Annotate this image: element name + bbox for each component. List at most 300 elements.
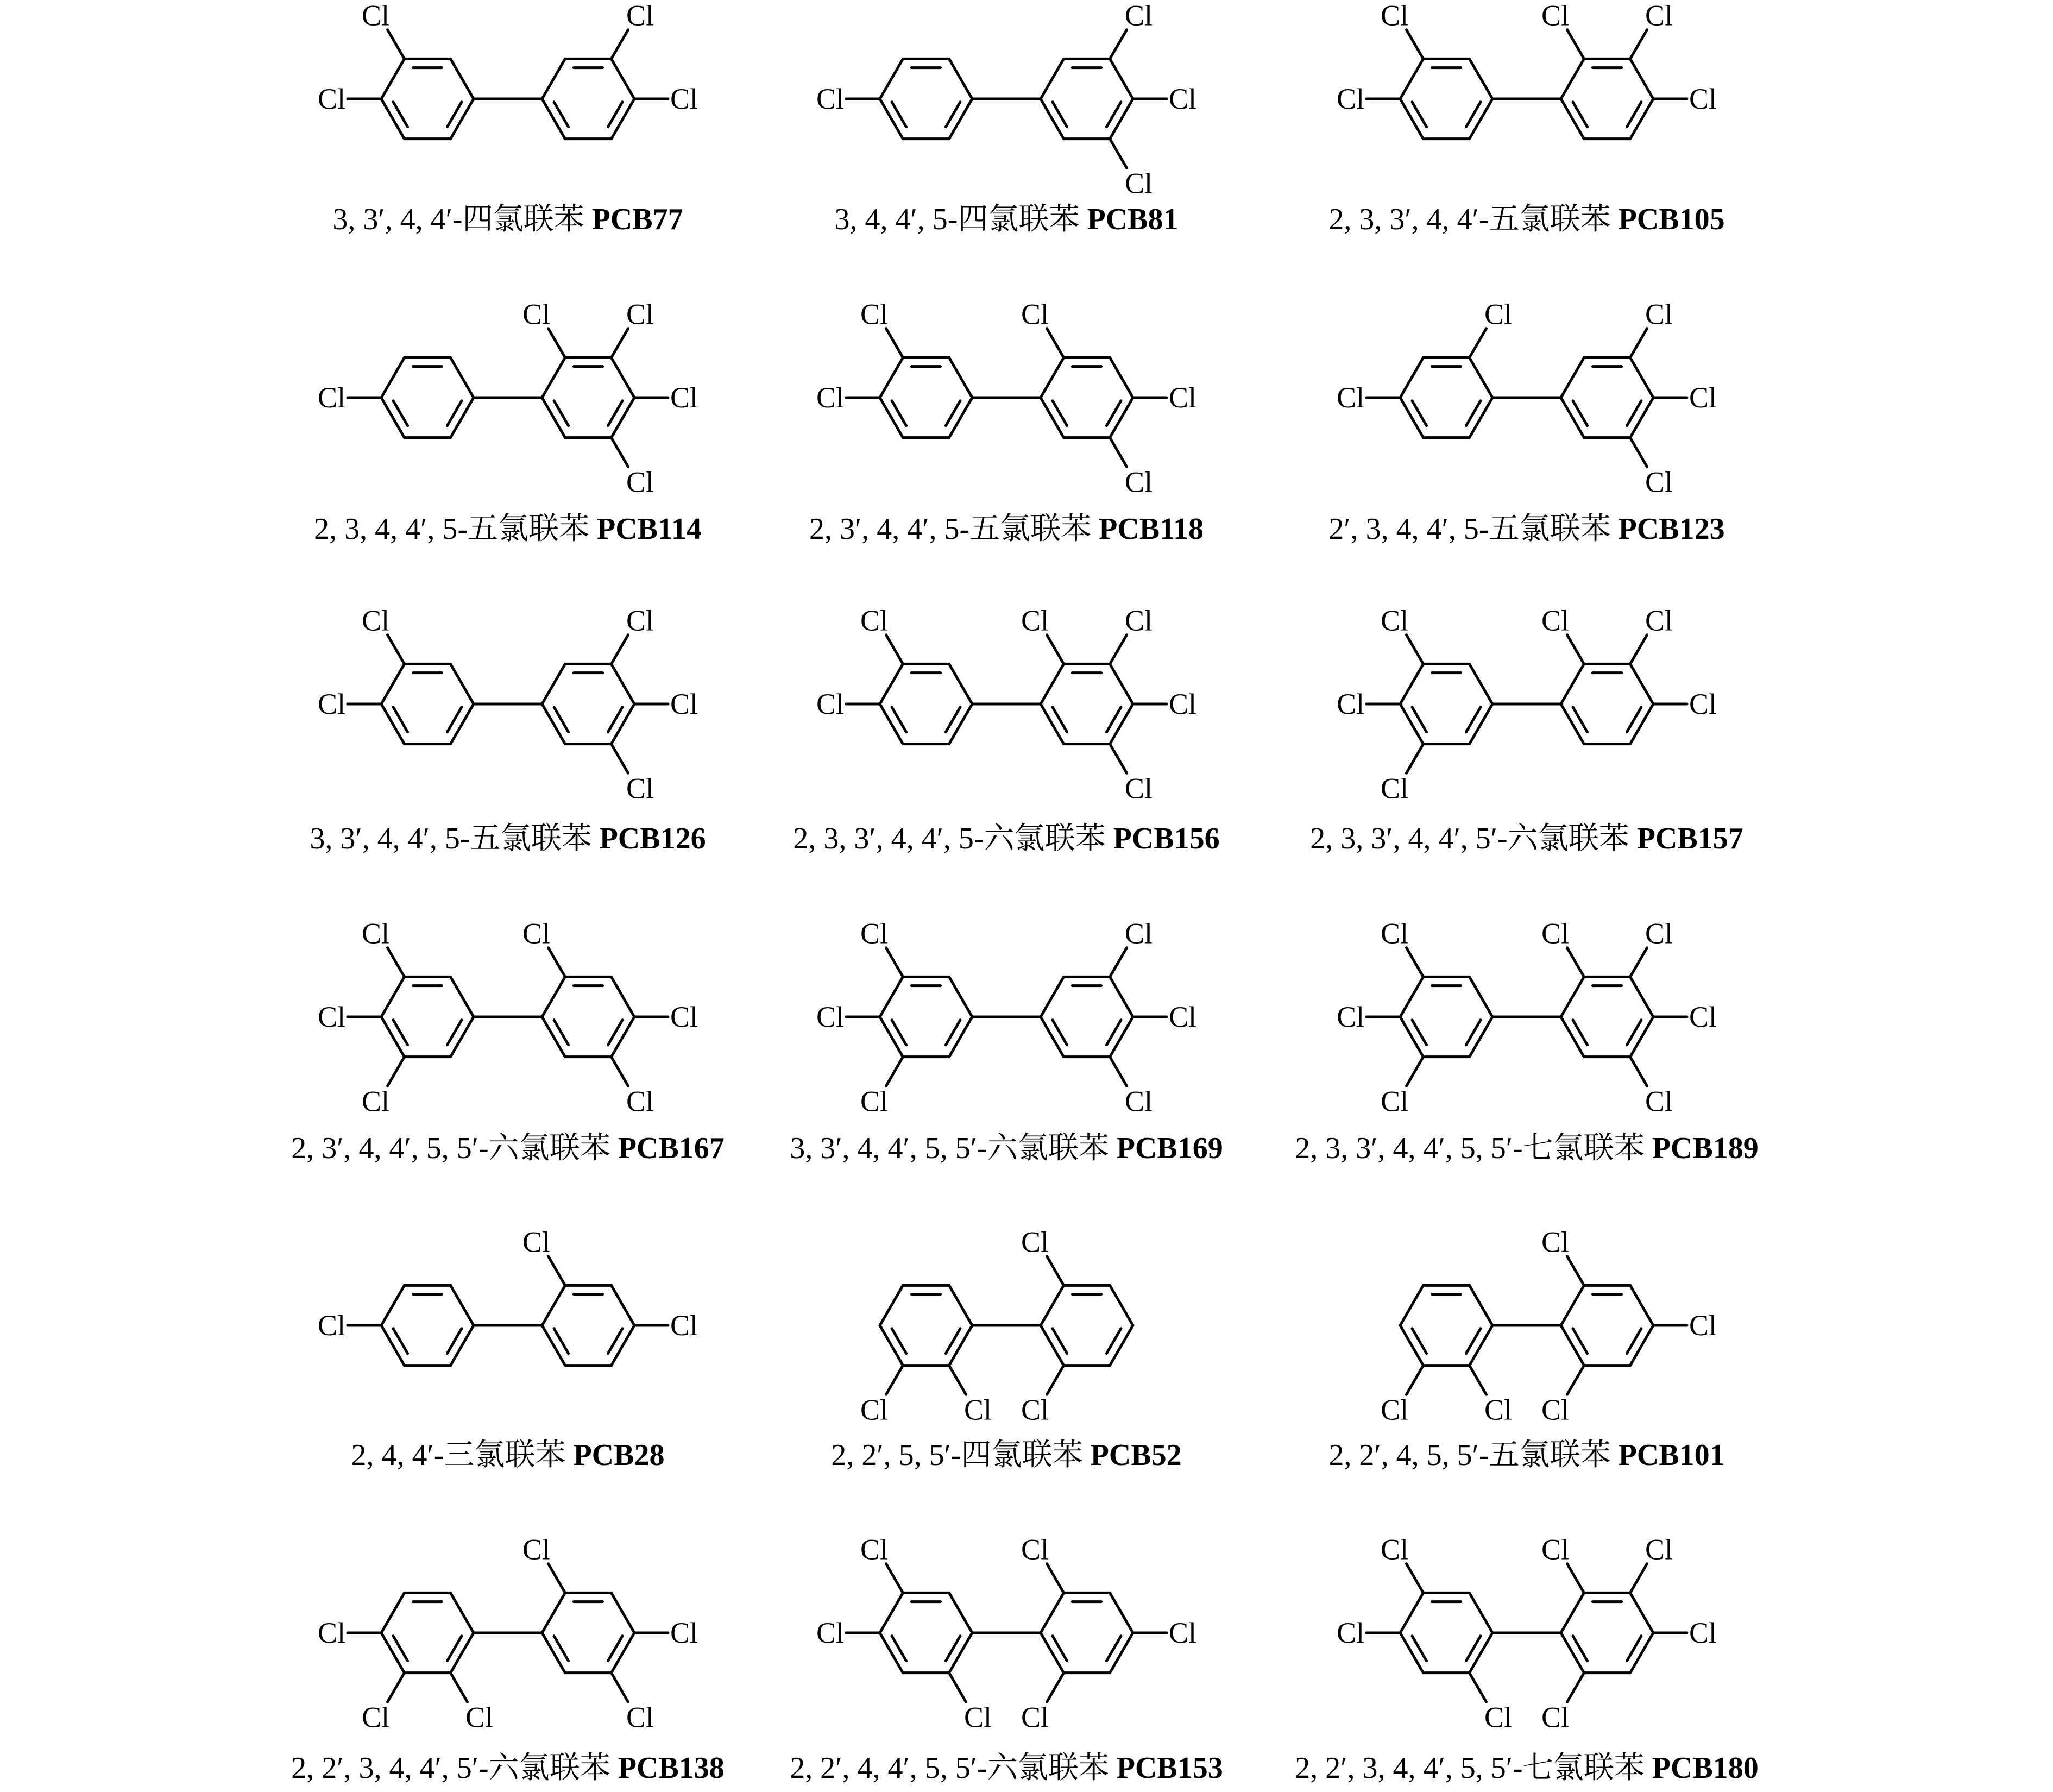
- ring-bond: [612, 977, 635, 1017]
- c-cl-bond: [949, 1673, 966, 1702]
- ring-bond: [1630, 1633, 1654, 1673]
- compound-caption: [793, 822, 1219, 856]
- compound-name: 2, 3, 3′, 4, 4′, 5, 5′-七氯联苯: [1295, 1131, 1652, 1165]
- chlorine-label: Cl: [1380, 772, 1409, 805]
- ring-bond: [1041, 357, 1064, 398]
- structure-pcb28: [318, 1226, 698, 1366]
- c-cl-bond: [1110, 438, 1127, 467]
- chlorine-label: Cl: [860, 1533, 889, 1566]
- ring-bond: [949, 59, 973, 99]
- c-cl-bond: [1470, 1673, 1487, 1702]
- ring-bond: [1041, 99, 1064, 139]
- ring-bond: [1400, 977, 1424, 1017]
- ring-bond: [880, 1017, 903, 1057]
- ring-bond: [381, 1285, 405, 1325]
- chlorine-label: Cl: [1169, 1001, 1197, 1033]
- chlorine-label: Cl: [1336, 381, 1364, 414]
- c-cl-bond: [886, 1057, 903, 1086]
- ring-bond: [1110, 1017, 1133, 1057]
- compound-caption: [831, 1438, 1181, 1472]
- ring-bond: [1630, 398, 1654, 438]
- ring-bond: [949, 398, 973, 438]
- chlorine-label: Cl: [1484, 1393, 1513, 1426]
- chlorine-label: Cl: [1484, 298, 1513, 331]
- c-cl-bond: [388, 30, 405, 59]
- ring-bond: [1470, 99, 1493, 139]
- chlorine-label: Cl: [963, 1393, 992, 1426]
- ring-bond: [1470, 59, 1493, 99]
- chlorine-label: Cl: [1689, 381, 1717, 414]
- ring-bond: [1110, 664, 1133, 704]
- c-cl-bond: [1567, 30, 1584, 59]
- ring-bond: [1470, 1633, 1493, 1673]
- ring-bond: [949, 1593, 973, 1633]
- ring-bond: [381, 1593, 405, 1633]
- chlorine-label: Cl: [317, 1001, 345, 1033]
- c-cl-bond: [886, 948, 903, 977]
- ring-bond: [612, 1285, 635, 1325]
- ring-bond: [1110, 1325, 1133, 1366]
- ring-bond: [1470, 1325, 1493, 1366]
- compound-caption: [790, 1131, 1223, 1165]
- structure-pcb101: [1381, 1226, 1717, 1426]
- compound-name: 2, 3′, 4, 4′, 5-五氯联苯: [809, 512, 1099, 546]
- ring-bond: [1110, 59, 1133, 99]
- compound-name: 2, 3′, 4, 4′, 5, 5′-六氯联苯: [291, 1131, 618, 1165]
- chlorine-label: Cl: [626, 466, 654, 499]
- ring-bond: [880, 59, 903, 99]
- ring-bond: [1400, 1633, 1424, 1673]
- chlorine-label: Cl: [1021, 1393, 1049, 1426]
- ring-bond: [542, 1285, 565, 1325]
- ring-bond: [949, 1017, 973, 1057]
- ring-bond: [949, 1285, 973, 1325]
- ring-bond: [1470, 357, 1493, 398]
- ring-bond: [1561, 977, 1584, 1017]
- ring-bond: [451, 1285, 474, 1325]
- ring-bond: [1470, 977, 1493, 1017]
- chlorine-label: Cl: [361, 1085, 390, 1118]
- chlorine-label: Cl: [1124, 167, 1153, 200]
- chlorine-label: Cl: [1124, 466, 1153, 499]
- c-cl-bond: [1110, 948, 1127, 977]
- ring-bond: [381, 1633, 405, 1673]
- ring-bond: [880, 664, 903, 704]
- ring-bond: [381, 704, 405, 744]
- chlorine-label: Cl: [816, 381, 844, 414]
- ring-bond: [1400, 1285, 1424, 1325]
- chlorine-label: Cl: [1380, 0, 1409, 32]
- chlorine-label: Cl: [1541, 0, 1570, 32]
- c-cl-bond: [1407, 948, 1424, 977]
- ring-bond: [949, 977, 973, 1017]
- ring-bond: [612, 59, 635, 99]
- c-cl-bond: [1470, 1366, 1487, 1395]
- chlorine-label: Cl: [816, 1617, 844, 1649]
- ring-bond: [1561, 1017, 1584, 1057]
- chlorine-label: Cl: [522, 917, 551, 950]
- ring-bond: [451, 977, 474, 1017]
- ring-bond: [381, 398, 405, 438]
- ring-bond: [949, 357, 973, 398]
- chlorine-label: Cl: [860, 1393, 889, 1426]
- compound-name: 2′, 3, 4, 4′, 5-五氯联苯: [1328, 512, 1619, 546]
- ring-bond: [1041, 1593, 1064, 1633]
- ring-bond: [949, 1633, 973, 1673]
- chlorine-label: Cl: [963, 1701, 992, 1734]
- chlorine-label: Cl: [1541, 1393, 1570, 1426]
- chlorine-label: Cl: [860, 1085, 889, 1118]
- ring-bond: [949, 664, 973, 704]
- ring-bond: [542, 704, 565, 744]
- ring-bond: [1110, 1593, 1133, 1633]
- compound-name: 2, 3, 4, 4′, 5-五氯联苯: [314, 512, 597, 546]
- ring-bond: [1630, 1017, 1654, 1057]
- ring-bond: [542, 357, 565, 398]
- c-cl-bond: [549, 329, 565, 358]
- c-cl-bond: [1047, 1564, 1064, 1593]
- chlorine-label: Cl: [626, 298, 654, 331]
- ring-bond: [451, 1593, 474, 1633]
- compound-caption: [291, 1751, 724, 1785]
- ring-bond: [1561, 1325, 1584, 1366]
- ring-bond: [451, 99, 474, 139]
- ring-bond: [1630, 704, 1654, 744]
- ring-bond: [451, 59, 474, 99]
- ring-bond: [1400, 357, 1424, 398]
- chlorine-label: Cl: [317, 1617, 345, 1649]
- ring-bond: [1561, 59, 1584, 99]
- c-cl-bond: [1630, 329, 1647, 358]
- ring-bond: [381, 664, 405, 704]
- ring-bond: [1630, 1325, 1654, 1366]
- ring-bond: [542, 977, 565, 1017]
- chlorine-label: Cl: [1336, 83, 1364, 115]
- ring-bond: [381, 99, 405, 139]
- c-cl-bond: [1047, 1673, 1064, 1702]
- structure-pcb123: [1337, 298, 1717, 499]
- ring-bond: [1041, 1633, 1064, 1673]
- c-cl-bond: [886, 329, 903, 358]
- structure-pcb157: [1337, 605, 1717, 805]
- compound-code: PCB126: [599, 822, 706, 856]
- chlorine-label: Cl: [1169, 381, 1197, 414]
- compound-caption: [809, 512, 1204, 546]
- chlorine-label: Cl: [1021, 1533, 1049, 1566]
- compound-caption: [291, 1131, 724, 1165]
- c-cl-bond: [612, 438, 628, 467]
- c-cl-bond: [612, 30, 628, 59]
- chlorine-label: Cl: [1124, 772, 1153, 805]
- ring-bond: [612, 1325, 635, 1366]
- chlorine-label: Cl: [860, 917, 889, 950]
- ring-bond: [1110, 357, 1133, 398]
- chlorine-label: Cl: [1021, 604, 1049, 637]
- ring-bond: [451, 1017, 474, 1057]
- chlorine-label: Cl: [1169, 83, 1197, 115]
- ring-bond: [542, 1633, 565, 1673]
- ring-bond: [1561, 398, 1584, 438]
- chlorine-label: Cl: [670, 1617, 698, 1649]
- structure-pcb167: [318, 917, 698, 1118]
- ring-bond: [1400, 1593, 1424, 1633]
- ring-bond: [1630, 1285, 1654, 1325]
- chlorine-label: Cl: [361, 917, 390, 950]
- c-cl-bond: [1110, 1057, 1127, 1086]
- chlorine-label: Cl: [317, 381, 345, 414]
- c-cl-bond: [388, 948, 405, 977]
- c-cl-bond: [1567, 1256, 1584, 1286]
- ring-bond: [1400, 1325, 1424, 1366]
- chlorine-label: Cl: [1645, 298, 1673, 331]
- c-cl-bond: [1407, 1057, 1424, 1086]
- compound-name: 2, 3, 3′, 4, 4′, 5′-六氯联苯: [1310, 822, 1637, 856]
- chlorine-label: Cl: [522, 1533, 551, 1566]
- ring-bond: [612, 664, 635, 704]
- chlorine-label: Cl: [1689, 1309, 1717, 1342]
- ring-bond: [1400, 704, 1424, 744]
- chlorine-label: Cl: [626, 0, 654, 32]
- ring-bond: [1470, 1017, 1493, 1057]
- structure-pcb77: [318, 0, 698, 139]
- c-cl-bond: [612, 329, 628, 358]
- compound-caption: [1310, 822, 1743, 856]
- ring-bond: [542, 1017, 565, 1057]
- c-cl-bond: [1407, 1366, 1424, 1395]
- chlorine-label: Cl: [465, 1701, 494, 1734]
- chlorine-label: Cl: [361, 604, 390, 637]
- structure-pcb180: [1337, 1533, 1717, 1734]
- ring-bond: [381, 977, 405, 1017]
- c-cl-bond: [1110, 30, 1127, 59]
- chlorine-label: Cl: [1645, 466, 1673, 499]
- ring-bond: [949, 99, 973, 139]
- chlorine-label: Cl: [1336, 688, 1364, 720]
- compound-caption: [1328, 1438, 1724, 1472]
- compound-name: 2, 2′, 4, 5, 5′-五氯联苯: [1328, 1438, 1619, 1472]
- compound-code: PCB28: [573, 1438, 665, 1472]
- chlorine-label: Cl: [1380, 1393, 1409, 1426]
- chlorine-label: Cl: [522, 298, 551, 331]
- compound-code: PCB52: [1090, 1438, 1182, 1472]
- ring-bond: [880, 1633, 903, 1673]
- ring-bond: [1630, 664, 1654, 704]
- ring-bond: [1470, 664, 1493, 704]
- ring-bond: [1561, 357, 1584, 398]
- structure-pcb81: [816, 0, 1196, 199]
- structure-pcb138: [318, 1533, 698, 1734]
- chlorine-label: Cl: [317, 83, 345, 115]
- c-cl-bond: [388, 1057, 405, 1086]
- ring-bond: [542, 59, 565, 99]
- ring-bond: [612, 1633, 635, 1673]
- compound-code: PCB157: [1636, 822, 1743, 856]
- chlorine-label: Cl: [1541, 604, 1570, 637]
- chlorine-label: Cl: [626, 1085, 654, 1118]
- compound-code: PCB180: [1652, 1751, 1759, 1785]
- compound-name: 3, 3′, 4, 4′-四氯联苯: [332, 203, 592, 236]
- chlorine-label: Cl: [1380, 917, 1409, 950]
- chlorine-label: Cl: [1380, 1533, 1409, 1566]
- c-cl-bond: [1407, 744, 1424, 774]
- compound-name: 2, 2′, 3, 4, 4′, 5, 5′-七氯联苯: [1295, 1751, 1652, 1785]
- chlorine-label: Cl: [860, 298, 889, 331]
- c-cl-bond: [549, 1564, 565, 1593]
- ring-bond: [1470, 1593, 1493, 1633]
- ring-bond: [542, 99, 565, 139]
- ring-bond: [381, 59, 405, 99]
- ring-bond: [612, 99, 635, 139]
- c-cl-bond: [1567, 1673, 1584, 1702]
- compound-name: 2, 2′, 4, 4′, 5, 5′-六氯联苯: [790, 1751, 1117, 1785]
- chlorine-label: Cl: [670, 1309, 698, 1342]
- ring-bond: [880, 1325, 903, 1366]
- ring-bond: [949, 704, 973, 744]
- compound-code: PCB81: [1087, 203, 1179, 236]
- c-cl-bond: [388, 1673, 405, 1702]
- c-cl-bond: [1567, 1366, 1584, 1395]
- ring-bond: [1470, 704, 1493, 744]
- ring-bond: [1041, 1285, 1064, 1325]
- chlorine-label: Cl: [1169, 1617, 1197, 1649]
- ring-bond: [1041, 398, 1064, 438]
- chlorine-label: Cl: [1124, 604, 1153, 637]
- c-cl-bond: [1110, 635, 1127, 664]
- structure-pcb126: [318, 605, 698, 805]
- ring-bond: [880, 1593, 903, 1633]
- chlorine-label: Cl: [317, 1309, 345, 1342]
- structure-pcb105: [1337, 0, 1717, 139]
- ring-bond: [1400, 1017, 1424, 1057]
- ring-bond: [451, 357, 474, 398]
- chlorine-label: Cl: [1541, 1701, 1570, 1734]
- ring-bond: [1400, 664, 1424, 704]
- structure-pcb189: [1337, 917, 1717, 1118]
- chlorine-label: Cl: [1336, 1001, 1364, 1033]
- compound-caption: [1328, 512, 1724, 546]
- compound-caption: [1295, 1751, 1758, 1785]
- ring-bond: [381, 357, 405, 398]
- c-cl-bond: [451, 1673, 468, 1702]
- ring-bond: [1561, 99, 1584, 139]
- chlorine-label: Cl: [1124, 1085, 1153, 1118]
- ring-bond: [612, 1593, 635, 1633]
- chlorine-label: Cl: [1541, 917, 1570, 950]
- ring-bond: [1041, 704, 1064, 744]
- ring-bond: [451, 704, 474, 744]
- c-cl-bond: [549, 1256, 565, 1286]
- compound-code: PCB101: [1618, 1438, 1725, 1472]
- ring-bond: [1630, 59, 1654, 99]
- chlorine-label: Cl: [670, 83, 698, 115]
- chlorine-label: Cl: [1689, 1001, 1717, 1033]
- ring-bond: [880, 357, 903, 398]
- chlorine-label: Cl: [816, 1001, 844, 1033]
- c-cl-bond: [1407, 1564, 1424, 1593]
- compound-code: PCB189: [1652, 1131, 1759, 1165]
- compound-code: PCB123: [1618, 512, 1725, 546]
- compound-name: 3, 3′, 4, 4′, 5-五氯联苯: [310, 822, 600, 856]
- compound-caption: [332, 203, 683, 236]
- ring-bond: [880, 398, 903, 438]
- chlorine-label: Cl: [1645, 917, 1673, 950]
- ring-bond: [1041, 59, 1064, 99]
- compound-code: PCB77: [591, 203, 683, 236]
- ring-bond: [542, 664, 565, 704]
- compound-name: 2, 2′, 5, 5′-四氯联苯: [831, 1438, 1091, 1472]
- chlorine-label: Cl: [670, 381, 698, 414]
- chlorine-label: Cl: [860, 604, 889, 637]
- chlorine-label: Cl: [1645, 0, 1673, 32]
- compound-name: 2, 3, 3′, 4, 4′-五氯联苯: [1328, 203, 1619, 236]
- chlorine-label: Cl: [1541, 1225, 1570, 1259]
- c-cl-bond: [886, 1564, 903, 1593]
- c-cl-bond: [612, 1673, 628, 1702]
- c-cl-bond: [1630, 1564, 1647, 1593]
- chlorine-label: Cl: [626, 1701, 654, 1734]
- compound-code: PCB114: [596, 512, 702, 546]
- c-cl-bond: [1047, 635, 1064, 664]
- c-cl-bond: [1110, 744, 1127, 774]
- ring-bond: [1561, 1593, 1584, 1633]
- compound-code: PCB138: [618, 1751, 725, 1785]
- compound-caption: [351, 1438, 665, 1472]
- c-cl-bond: [612, 635, 628, 664]
- c-cl-bond: [1047, 1256, 1064, 1286]
- chlorine-label: Cl: [1124, 0, 1153, 32]
- compound-code: PCB169: [1116, 1131, 1223, 1165]
- compound-name: 2, 2′, 3, 4, 4′, 5′-六氯联苯: [291, 1751, 618, 1785]
- structure-pcb52: [860, 1226, 1133, 1426]
- ring-bond: [1470, 1285, 1493, 1325]
- c-cl-bond: [886, 635, 903, 664]
- chlorine-label: Cl: [1169, 688, 1197, 720]
- compound-name: 3, 4, 4′, 5-四氯联苯: [834, 203, 1087, 236]
- compound-name: 2, 4, 4′-三氯联苯: [351, 1438, 574, 1472]
- chlorine-label: Cl: [1380, 1085, 1409, 1118]
- compound-code: PCB167: [618, 1131, 725, 1165]
- chlorine-label: Cl: [1021, 298, 1049, 331]
- c-cl-bond: [1630, 30, 1647, 59]
- ring-bond: [542, 1593, 565, 1633]
- ring-bond: [451, 1633, 474, 1673]
- ring-bond: [1561, 704, 1584, 744]
- ring-bond: [1110, 1633, 1133, 1673]
- compound-caption: [790, 1751, 1223, 1785]
- chlorine-label: Cl: [1645, 1533, 1673, 1566]
- ring-bond: [1041, 1017, 1064, 1057]
- compound-code: PCB105: [1618, 203, 1725, 236]
- structure-pcb156: [816, 605, 1196, 805]
- ring-bond: [1400, 59, 1424, 99]
- ring-bond: [1110, 398, 1133, 438]
- ring-bond: [880, 977, 903, 1017]
- c-cl-bond: [612, 744, 628, 774]
- ring-bond: [1630, 99, 1654, 139]
- chlorine-label: Cl: [317, 688, 345, 720]
- chlorine-label: Cl: [1380, 604, 1409, 637]
- c-cl-bond: [1630, 438, 1647, 467]
- chlorine-label: Cl: [1541, 1533, 1570, 1566]
- c-cl-bond: [1567, 948, 1584, 977]
- c-cl-bond: [1407, 635, 1424, 664]
- chlorine-label: Cl: [522, 1225, 551, 1259]
- chlorine-label: Cl: [1645, 604, 1673, 637]
- ring-bond: [612, 398, 635, 438]
- ring-bond: [1470, 398, 1493, 438]
- compound-code: PCB156: [1113, 822, 1220, 856]
- c-cl-bond: [1630, 948, 1647, 977]
